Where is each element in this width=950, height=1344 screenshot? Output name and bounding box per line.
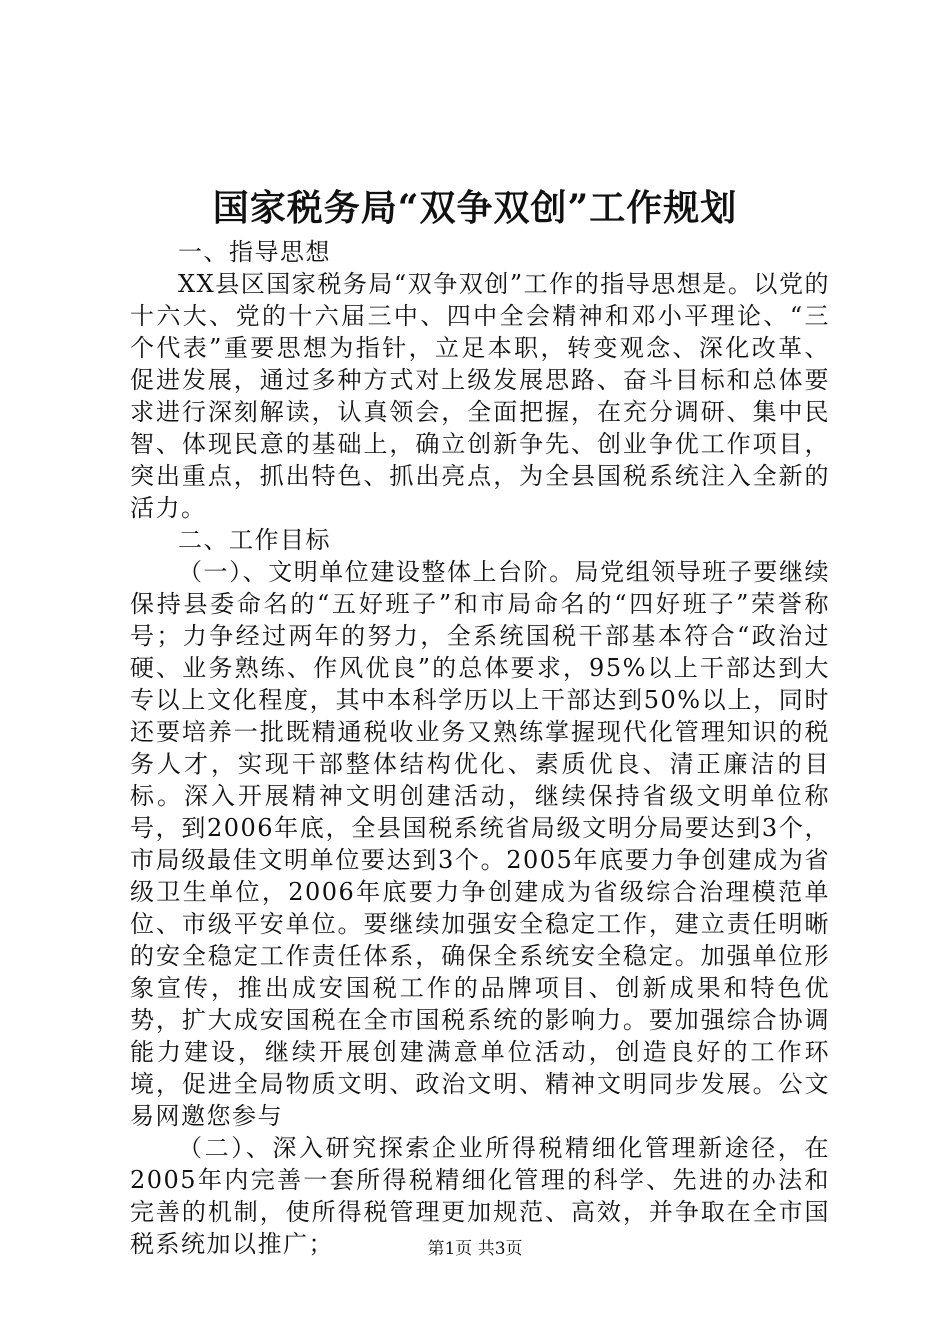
paragraph-guiding-ideology: XX县区国家税务局“双争双创”工作的指导思想是。以党的十六大、党的十六届三中、四中全会精神和邓小平理论、“三个代表”重要思想为指针，立足本职，转变观念、深化改革、促进发展，通过多种方式对上级发展思路、奋斗目标和总体要求进行深刻解读，认真领会，全面把握，在充分调研、集中民智、体现民意的基础上，确立创新争先、创业争优工作项目，突出重点，抓出特色、抓出亮点，为全县国税系统注入全新的活力。 [130,270,830,522]
document-body [130,236,830,1260]
page-footer: 第1页 共3页 [427,1239,523,1259]
section-heading-work-goals: 二、工作目标 [178,526,331,554]
paragraph-goal-2: （二）、深入研究探索企业所得税精细化管理新途径，在2005年内完善一套所得税精细化管理的科学、先进的办法和完善的机制，使所得税管理更加规范、高效，并争取在全市国税系统加以推广； [130,1134,830,1258]
paragraph-goal-1: （一）、文明单位建设整体上台阶。局党组领导班子要继续保持县委命名的“五好班子”和市局命名的“四好班子”荣誉称号；力争经过两年的努力，全系统国税干部基本符合“政治过硬、业务熟练、作风优良”的总体要求，95%以上干部达到大专以上文化程度，其中本科学历以上干部达到50%以上，同时还要培养一批既精通税收业务又熟练掌握现代化管理知识的税务人才，实现干部整体结构优化、素质优良、清正廉洁的目标。深入开展精神文明创建活动，继续保持省级文明单位称号，到2006年底，全县国税系统省局级文明分局要达到3个，市局级最佳文明单位要达到3个。2005年底要力争创建成为省级卫生单位，2006年底要力争创建成为省级综合治理模范单位、市级平安单位。要继续加强安全稳定工作，建立责任明晰的安全稳定工作责任体系，确保全系统安全稳定。加强单位形象宣传，推出成安国税工作的品牌项目、创新成果和特色优势，扩大成安国税在全市国税系统的影响力。要加强综合协调能力建设，继续开展创建满意单位活动，创造良好的工作环境，促进全局物质文明、政治文明、精神文明同步发展。公文易网邀您参与 [130,558,830,1130]
section-heading-guiding-ideology: 一、指导思想 [178,238,331,266]
document-title: 国家税务局“双争双创”工作规划 [212,187,738,229]
